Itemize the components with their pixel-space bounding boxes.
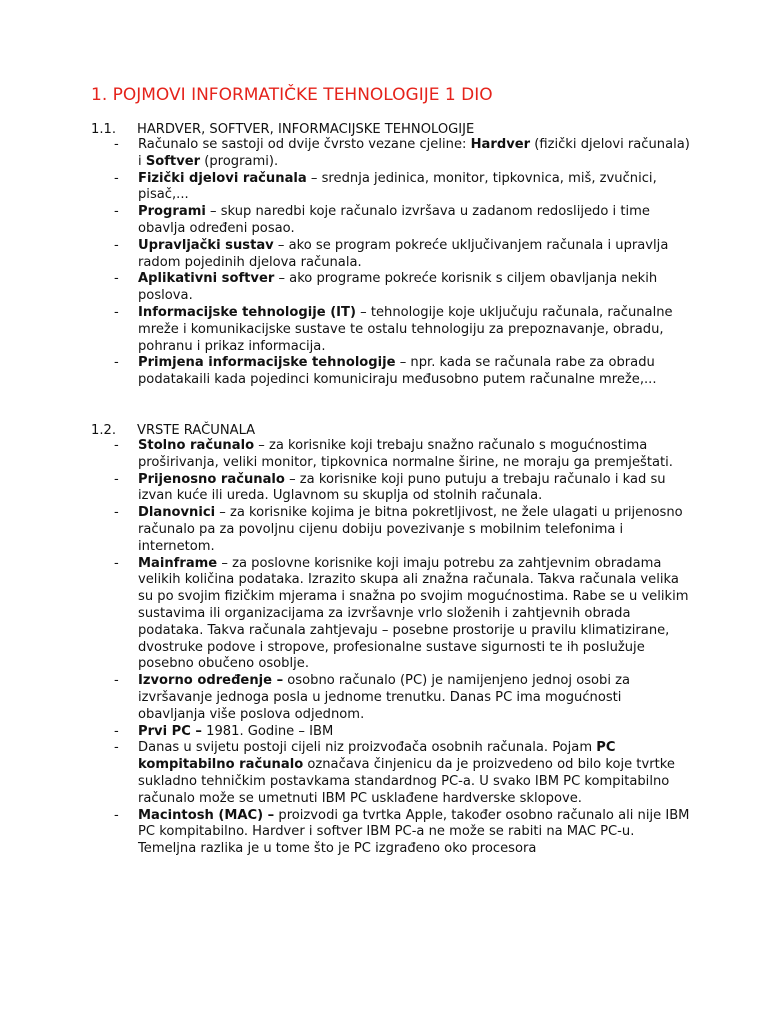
text-run: Računalo se sastoji od dvije čvrsto vezane cjeline: [138,137,471,152]
list-item-text [138,204,691,238]
bold-term: Prvi PC – [138,723,202,739]
list-item-text [138,355,691,389]
bold-term: Programi [138,204,206,220]
list-item [91,355,691,389]
list-item-text [138,238,691,272]
list-item [91,305,691,355]
document-title: 1. POJMOVI INFORMATIČKE TEHNOLOGIJE 1 DIO [91,85,493,105]
list-item [91,724,691,741]
bold-term: Primjena informacijske tehnologije [138,355,396,371]
bullet-dash: - [114,471,119,487]
bold-term: Fizički djelovi računala [138,170,307,186]
list-item-text [138,472,691,506]
list-item [91,238,691,272]
bullet-dash: - [114,170,119,186]
section-number: 1.2. [91,423,116,438]
list-item [91,171,691,205]
text-run: – npr. kada se računala rabe za obradu podatakaili kada pojedinci komuniciraju međusobno putem računalne mreže,... [138,355,657,388]
list-item-text [138,305,691,355]
text-run: 1981. Godine – IBM [201,723,334,739]
list-item [91,673,691,723]
list-item-text [138,438,691,472]
bold-term: Mainframe [138,555,218,571]
list-item [91,137,691,171]
list-item-text [138,505,691,555]
list-item-text [138,808,691,858]
list-item [91,505,691,555]
bold-term: Izvorno određenje – [138,673,284,689]
section-title: HARDVER, SOFTVER, INFORMACIJSKE TEHNOLOGIJE [137,122,475,137]
text-run: – za korisnike kojima je bitna pokretljivost, ne žele ulagati u prijenosno računalo pa za povoljnu cijenu dobiju povezivanje s mobilnim telefonima i internetom. [138,505,683,554]
list-item [91,472,691,506]
list-item [91,556,691,674]
list-item-text [138,556,691,674]
bold-term: Softver [145,153,201,169]
text-run: – ako se program pokreće uključivanjem računala i upravlja radom pojedinih djelova računala. [138,237,669,270]
list-item [91,204,691,238]
bold-term: PC kompitabilno računalo [138,740,616,773]
text-run: – za poslovne korisnike koji imaju potrebu za zahtjevnim obradama velikih količina podataka. Izrazito skupa ali znažna računala. Takva računala velika su po svojim fizičkim mjerama i snažna po svojim mogućnostima. Rabe se u velikim sustavima ili organizacijama za izvršavnje vrlo složenih i zahtjevnih obrada podataka. Takva računala zahtjevaju – posebne prostorije u pravilu klimatizirane, dvostruke podove i stropove, profesionalne sustave sigurnosti te ih poslužuje posebno obučeno osoblje. [138,555,689,672]
bold-term: Aplikativni softver [138,271,275,287]
bold-term: Informacijske tehnologije (IT) [138,304,356,320]
bold-term: Stolno računalo [138,438,255,453]
bullet-dash: - [114,740,119,756]
text-run: Danas u svijetu postoji cijeli niz proizvođača osobnih računala. Pojam [138,740,597,756]
section-heading-1-2 [91,422,255,439]
list-item [91,438,691,472]
list-item-text [138,724,691,741]
section-title: VRSTE RAČUNALA [137,423,256,438]
text-run: označava činjenicu da je proizvedeno od bilo koje tvrtke sukladno tehničkim postavkama standardnog PC-a. U svako IBM PC kompitabilno računalo može se umetnuti IBM PC usklađene hardverske sklopove. [138,757,675,806]
list-item [91,271,691,305]
list-item [91,808,691,858]
text-run: – za korisnike koji puno putuju a trebaju računalo i kad su izvan kuće ili ureda. Uglavnom su skuplja od stolnih računala. [138,471,666,504]
list-item [91,740,691,807]
section-list-1-2 [91,438,691,858]
bold-term: Hardver [470,137,531,152]
list-item-text [138,171,691,205]
bullet-dash: - [114,807,119,823]
bullet-dash: - [114,304,119,320]
list-item-text [138,137,691,171]
section-heading-1-1 [91,121,474,138]
bold-term: Upravljački sustav [138,237,274,253]
bullet-dash: - [114,355,119,371]
bullet-dash: - [114,673,119,689]
text-run: – skup naredbi koje računalo izvršava u zadanom redoslijedo i time obavlja određeni posao. [138,204,650,236]
text-run: – tehnologije koje uključuju računala, računalne mreže i komunikacijske sustave te ostalu tehnologiju za prepoznavanje, obradu, pohranu i prikaz informacija. [138,304,673,354]
text-run: (fizički djelovi računala) i [138,137,690,169]
bullet-dash: - [114,723,119,739]
text-run: – srednja jedinica, monitor, tipkovnica, miš, zvučnici, pisač,... [138,170,657,203]
text-run: proizvodi ga tvrtka Apple, također osobno računalo ali nije IBM PC kompitabilno. Hardver i softver IBM PC-a ne može se rabiti na MAC PC-u. Temeljna razlika je u tome što je PC izgrađeno oko procesora [138,807,690,857]
list-item-text [138,271,691,305]
bold-term: Prijenosno računalo [138,471,285,487]
bullet-dash: - [114,505,119,521]
bullet-dash: - [114,237,119,253]
section-list-1-1 [91,137,691,389]
text-run: – za korisnike koji trebaju snažno računalo s mogućnostima proširivanja, veliki monitor, tipkovnica normalne širine, ne moraju ga premještati. [138,438,673,470]
bullet-dash: - [114,204,119,220]
text-run: osobno računalo (PC) je namijenjeno jednoj osobi za izvršavanje jednoga posla u jednome trenutku. Danas PC ima mogućnosti obavljanja više poslova odjednom. [138,673,631,722]
bold-term: Dlanovnici [138,505,216,521]
list-item-text [138,740,691,807]
text-run: (programi). [200,153,279,169]
bullet-dash: - [114,137,119,152]
bold-term: Macintosh (MAC) – [138,807,275,823]
bullet-dash: - [114,438,119,453]
list-item-text [138,673,691,723]
bullet-dash: - [114,271,119,287]
section-number: 1.1. [91,122,116,137]
text-run: – ako programe pokreće korisnik s ciljem obavljanja nekih poslova. [138,271,658,304]
bullet-dash: - [114,555,119,571]
